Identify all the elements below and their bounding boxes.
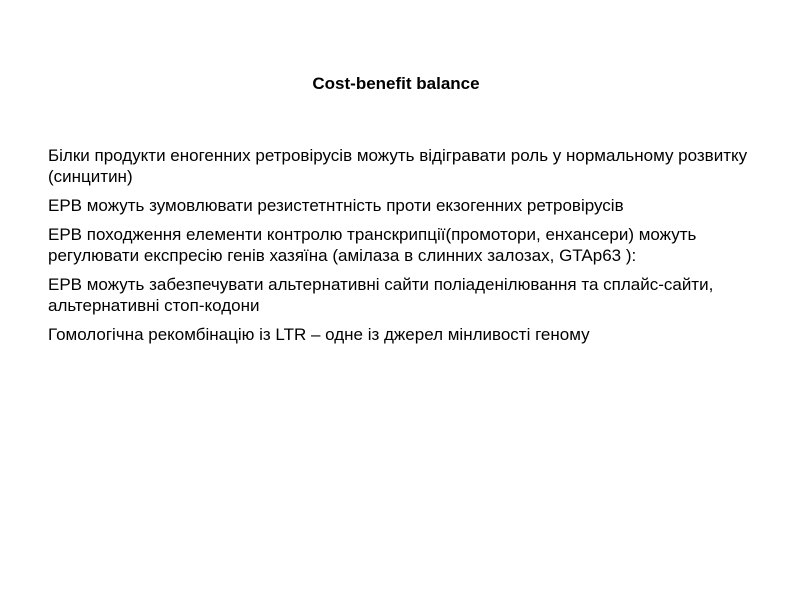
paragraph-polyadenylation: ЕРВ можуть забезпечувати альтернативні сайти поліаденілювання та сплайс-сайти, альтернативні стоп-кодони [48, 275, 714, 315]
slide-title: Cost-benefit balance [312, 74, 480, 93]
paragraph-transcription-control: ЕРВ походження елементи контролю транскрипції(промотори, енхансери) можуть регулювати експресію генів хазяїна (амілаза в слинних залозах, GTAp63 ): [48, 225, 697, 265]
paragraph-recombination: Гомологічна рекомбінацію із LTR – одне із джерел мінливості геному [48, 325, 590, 344]
paragraph-syncytin: Білки продукти еногенних ретровірусів можуть відігравати роль у нормальному розвитку (синцитин) [48, 146, 748, 186]
slide-body [48, 145, 768, 353]
paragraph-resistance: ЕРВ можуть зумовлювати резистетнтність проти екзогенних ретровірусів [48, 196, 624, 215]
